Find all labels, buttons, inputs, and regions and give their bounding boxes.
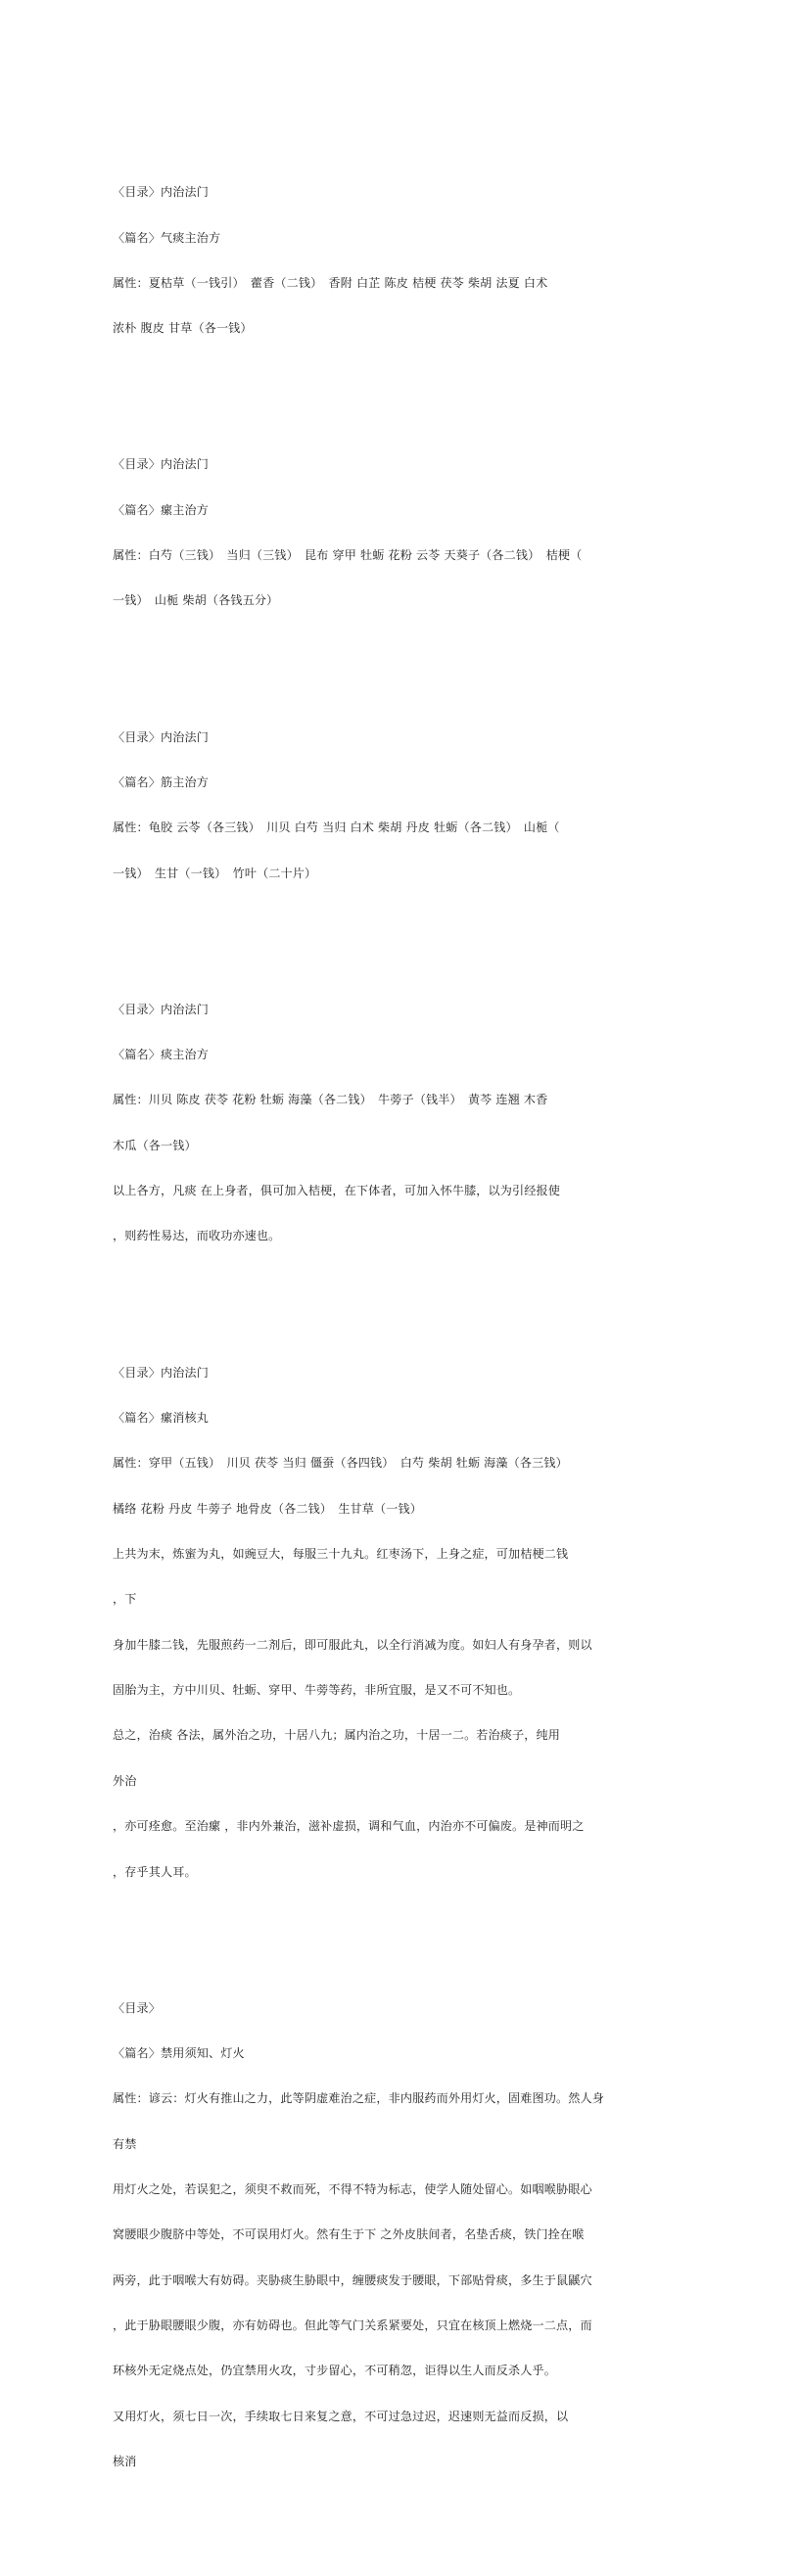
catalog-line: 〈目录〉内治法门 <box>113 1002 209 1016</box>
section-title-line: 〈篇名〉筋主治方 <box>113 774 209 789</box>
body-line: 用灯火之处，若误犯之，须臾不救而死，不得不特为标志，使学人随处留心。如咽喉胁眼心 <box>113 2182 592 2196</box>
section-title-line: 〈篇名〉气痰主治方 <box>113 230 221 245</box>
record-entry <box>113 1971 701 2531</box>
record-entry <box>113 428 701 639</box>
body-line: 环核外无定烧点处，仍宜禁用火攻，寸步留心，不可稍忽，讵得以生人而反杀人乎。 <box>113 2364 557 2378</box>
attribute-line: 橘络 花粉 丹皮 牛蒡子 地骨皮（各二钱） 生甘草（一钱） <box>113 1501 423 1516</box>
body-line: 以上各方，凡痰 在上身者，俱可加入桔梗，在下体者，可加入怀牛膝，以为引经报使 <box>113 1184 561 1198</box>
catalog-line: 〈目录〉内治法门 <box>113 729 209 744</box>
body-line: ，存乎其人耳。 <box>113 1864 197 1879</box>
attribute-line: 属性：谚云：灯火有推山之力，此等阴虚难治之症，非内服药而外用灯火，固难图功。然人身 <box>113 2091 604 2106</box>
body-line: 两旁，此于咽喉大有妨碍。夹胁痰生胁眼中，缠腰痰发于腰眼，下部贴骨痰，多生于鼠鼷穴 <box>113 2272 592 2287</box>
body-line: 窝腰眼少腹脐中等处，不可误用灯火。然有生于下 之外皮肤间者，名垫舌痰，铁门拴在喉 <box>113 2227 585 2242</box>
attribute-line: 属性：白芍（三钱） 当归（三钱） 昆布 穿甲 牡蛎 花粉 云苓 天葵子（各二钱） 桔梗（ <box>113 548 583 563</box>
catalog-line: 〈目录〉内治法门 <box>113 185 209 200</box>
attribute-line: 一钱） 山栀 柴胡（各钱五分） <box>113 593 279 608</box>
catalog-line: 〈目录〉内治法门 <box>113 1365 209 1380</box>
record-entry <box>113 972 701 1275</box>
record-entry <box>113 1335 701 1910</box>
body-line: 总之，治痰 各法，属外治之功，十居八九；属内治之功，十居一二。若治痰子，纯用 <box>113 1728 561 1743</box>
attribute-line: 属性：川贝 陈皮 茯苓 花粉 牡蛎 海藻（各二钱） 牛蒡子（钱半） 黄芩 连翘 木香 <box>113 1093 548 1107</box>
attribute-line: 木瓜（各一钱） <box>113 1138 197 1152</box>
body-line: ，则药性易达，而收功亦速也。 <box>113 1229 281 1243</box>
body-line: ，下 <box>113 1592 137 1607</box>
body-line: 有禁 <box>113 2136 137 2151</box>
section-title-line: 〈篇名〉痰主治方 <box>113 1048 209 1062</box>
body-line: 上共为末，炼蜜为丸，如豌豆大，每服三十九丸。红枣汤下，上身之症，可加桔梗二钱 <box>113 1546 569 1561</box>
attribute-line: 属性：龟胶 云苓（各三钱） 川贝 白芍 当归 白术 柴胡 丹皮 牡蛎（各二钱） 山栀（ <box>113 820 560 835</box>
section-title-line: 〈篇名〉禁用须知、灯火 <box>113 2045 245 2060</box>
attribute-line: 属性：穿甲（五钱） 川贝 茯苓 当归 僵蚕（各四钱） 白芍 柴胡 牡蛎 海藻（各三钱） <box>113 1456 568 1471</box>
body-line: 外治 <box>113 1773 137 1788</box>
section-title-line: 〈篇名〉瘰消核丸 <box>113 1410 209 1425</box>
body-line: ，此于胁眼腰眼少腹，亦有妨碍也。但此等气门关系紧要处，只宜在核顶上燃烧一二点，而 <box>113 2318 592 2333</box>
attribute-line: 一钱） 生甘（一钱） 竹叶（二十片） <box>113 866 317 880</box>
attribute-line: 浓朴 腹皮 甘草（各一钱） <box>113 321 253 336</box>
body-line: 固胎为主，方中川贝、牡蛎、穿甲、牛蒡等药，非所宜服，是又不可不知也。 <box>113 1683 521 1698</box>
catalog-line: 〈目录〉 <box>113 2000 161 2015</box>
record-entry <box>113 155 701 366</box>
catalog-line: 〈目录〉内治法门 <box>113 457 209 472</box>
document-body <box>113 110 701 2576</box>
body-line: 又用灯火，须七日一次，手续取七日来复之意，不可过急过迟，迟速则无益而反损，以 <box>113 2409 569 2423</box>
attribute-line: 属性：夏枯草（一钱引） 藿香（二钱） 香附 白芷 陈皮 桔梗 茯苓 柴胡 法夏 白术 <box>113 275 548 290</box>
body-line: ，亦可痊愈。至治瘰 ，非内外兼治，滋补虚损，调和气血，内治亦不可偏废。是神而明之 <box>113 1819 585 1834</box>
body-line: 核消 <box>113 2455 137 2469</box>
section-title-line: 〈篇名〉瘰主治方 <box>113 502 209 517</box>
record-entry <box>113 700 701 912</box>
body-line: 身加牛膝二钱，先服煎药一二剂后，即可服此丸，以全行消减为度。如妇人有身孕者，则以 <box>113 1637 592 1652</box>
